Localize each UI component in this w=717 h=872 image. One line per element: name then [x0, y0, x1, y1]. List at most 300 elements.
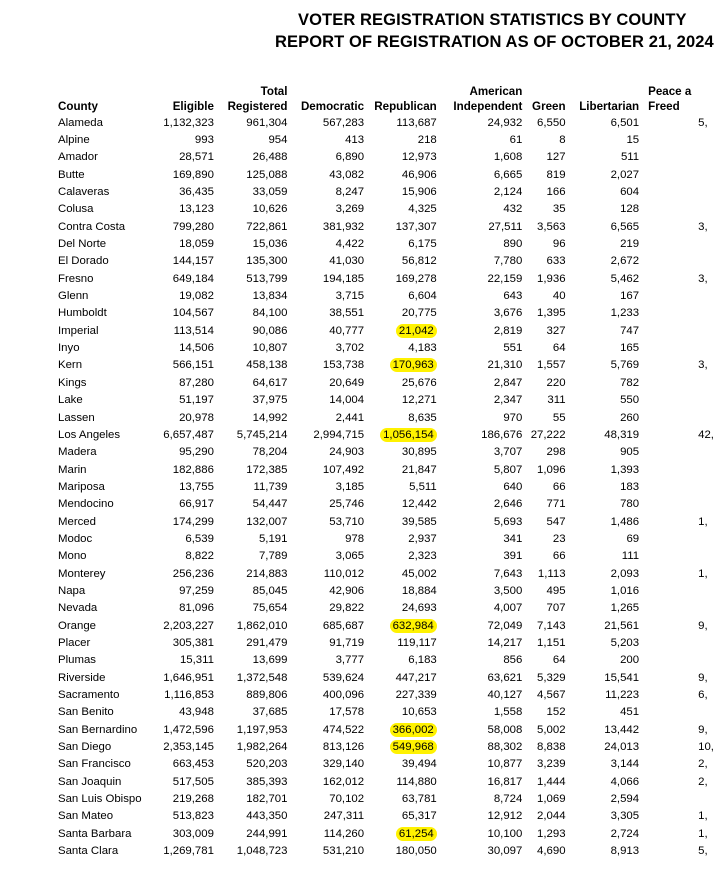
democratic-cell [290, 322, 367, 339]
county-name [53, 652, 153, 669]
eligible-cell [153, 357, 217, 374]
peace-freedom-cell [642, 513, 717, 530]
county-name [53, 305, 153, 322]
green-cell [525, 634, 568, 651]
green-cell [525, 218, 568, 235]
registered-cell [217, 617, 291, 634]
american-independent-cell-value: 24,932 [487, 116, 523, 129]
eligible-cell [153, 704, 217, 721]
democratic-cell-value: 978 [345, 532, 365, 545]
table-row [53, 634, 717, 651]
peace-freedom-cell [642, 548, 717, 565]
eligible-cell-value: 51,197 [179, 394, 214, 407]
peace-freedom-cell [642, 721, 717, 738]
american-independent-cell [440, 669, 526, 686]
table-row [53, 617, 717, 634]
registered-cell-value: 172,385 [246, 463, 288, 476]
eligible-cell-value: 43,948 [179, 706, 214, 719]
eligible-cell [153, 166, 217, 183]
green-cell [525, 201, 568, 218]
democratic-cell [290, 565, 367, 582]
registered-cell-value: 11,739 [253, 480, 288, 493]
american-independent-cell-value: 341 [503, 532, 523, 545]
green-cell-value: 55 [552, 411, 566, 424]
american-independent-cell [440, 218, 526, 235]
green-cell-value: 327 [546, 324, 566, 337]
green-cell [525, 825, 568, 842]
county-name [53, 339, 153, 356]
green-cell-value: 5,002 [537, 723, 566, 736]
table-row [53, 374, 717, 391]
green-cell-value: 3,563 [537, 220, 566, 233]
republican-cell-value: 24,693 [401, 602, 437, 615]
democratic-cell [290, 131, 367, 148]
republican-cell [367, 548, 440, 565]
county-name [53, 218, 153, 235]
peace-freedom-cell [642, 253, 717, 270]
county-name-value: San Luis Obispo [58, 793, 142, 806]
republican-cell-value: 18,884 [401, 584, 437, 597]
democratic-cell [290, 808, 367, 825]
american-independent-cell [440, 738, 526, 755]
table-row [53, 409, 717, 426]
libertarian-cell [569, 478, 643, 495]
registered-cell-value: 37,975 [252, 394, 288, 407]
american-independent-cell [440, 270, 526, 287]
county-name [53, 287, 153, 304]
green-cell-value: 23 [552, 532, 566, 545]
county-name [53, 114, 153, 131]
democratic-cell [290, 530, 367, 547]
green-cell-value: 547 [546, 515, 566, 528]
american-independent-cell-value: 2,124 [493, 186, 523, 199]
libertarian-cell-value: 451 [620, 706, 640, 719]
county-name [53, 530, 153, 547]
peace-freedom-cell [642, 339, 717, 356]
american-independent-cell-value: 640 [503, 480, 523, 493]
american-independent-cell [440, 530, 526, 547]
democratic-cell [290, 201, 367, 218]
green-cell [525, 478, 568, 495]
peace-freedom-cell [642, 392, 717, 409]
eligible-cell [153, 322, 217, 339]
table-row [53, 201, 717, 218]
table-row [53, 721, 717, 738]
republican-cell [367, 600, 440, 617]
libertarian-cell-value: 183 [620, 480, 640, 493]
county-name-value: Santa Clara [58, 845, 119, 858]
eligible-cell-value: 14,506 [179, 342, 214, 355]
table-row [53, 426, 717, 443]
democratic-cell [290, 548, 367, 565]
registered-cell-value: 385,393 [246, 775, 288, 788]
republican-cell [367, 721, 440, 738]
col-header-democratic [290, 84, 367, 114]
county-name [53, 738, 153, 755]
county-name-value: Mariposa [58, 480, 105, 493]
green-cell [525, 548, 568, 565]
peace-freedom-cell [642, 287, 717, 304]
eligible-cell [153, 738, 217, 755]
peace-freedom-cell [642, 773, 717, 790]
county-name [53, 600, 153, 617]
table-row [53, 183, 717, 200]
republican-cell-value: 10,653 [401, 706, 437, 719]
green-cell-value: 1,293 [537, 827, 566, 840]
peace-freedom-cell [642, 842, 717, 859]
republican-cell [367, 704, 440, 721]
eligible-cell [153, 548, 217, 565]
green-cell [525, 339, 568, 356]
table-row [53, 322, 717, 339]
county-name-value: Colusa [58, 203, 94, 216]
eligible-cell [153, 409, 217, 426]
republican-cell [367, 374, 440, 391]
eligible-cell-value: 113,514 [173, 324, 214, 337]
libertarian-cell-value: 550 [620, 394, 640, 407]
registered-cell-value: 1,048,723 [236, 845, 288, 858]
green-cell-value: 6,550 [537, 116, 566, 129]
republican-cell-value: 218 [417, 134, 437, 147]
eligible-cell-value: 517,505 [172, 775, 214, 788]
democratic-cell [290, 496, 367, 513]
green-cell-value: 66 [552, 480, 566, 493]
table-row [53, 461, 717, 478]
county-name-value: Alpine [58, 134, 90, 147]
american-independent-cell-value: 16,817 [487, 775, 523, 788]
libertarian-cell [569, 305, 643, 322]
registered-cell-value: 13,699 [252, 654, 288, 667]
american-independent-cell [440, 149, 526, 166]
county-name-value: San Joaquin [58, 775, 122, 788]
eligible-cell [153, 149, 217, 166]
col-header-american-independent [440, 84, 526, 114]
registered-cell [217, 478, 291, 495]
peace-freedom-cell [642, 617, 717, 634]
county-name [53, 565, 153, 582]
peace-freedom-cell-value: 1, [698, 810, 708, 823]
table-row [53, 513, 717, 530]
county-name-value: Sacramento [58, 689, 120, 702]
green-cell [525, 842, 568, 859]
republican-cell [367, 357, 440, 374]
democratic-cell-value: 381,932 [322, 220, 365, 233]
green-cell-value: 64 [552, 342, 566, 355]
democratic-cell [290, 183, 367, 200]
county-name [53, 235, 153, 252]
green-cell-value: 298 [546, 446, 566, 459]
eligible-cell-value: 993 [194, 134, 214, 147]
american-independent-cell [440, 652, 526, 669]
eligible-cell-value: 256,236 [172, 567, 214, 580]
democratic-cell-value: 685,687 [322, 619, 365, 632]
green-cell-value: 166 [546, 186, 566, 199]
democratic-cell-value: 17,578 [329, 706, 365, 719]
american-independent-cell [440, 374, 526, 391]
peace-freedom-cell [642, 565, 717, 582]
republican-cell [367, 773, 440, 790]
peace-freedom-cell [642, 235, 717, 252]
libertarian-cell-value: 6,501 [610, 116, 640, 129]
democratic-cell-value: 3,269 [335, 203, 365, 216]
green-cell-value: 4,690 [537, 845, 566, 858]
democratic-cell-value: 114,260 [323, 827, 365, 840]
libertarian-cell-value: 2,724 [610, 827, 640, 840]
table-row [53, 530, 717, 547]
table-row [53, 339, 717, 356]
county-name-value: El Dorado [58, 255, 109, 268]
libertarian-cell-value: 8,913 [610, 845, 640, 858]
registered-cell-value: 14,992 [252, 411, 288, 424]
libertarian-cell [569, 374, 643, 391]
american-independent-cell [440, 548, 526, 565]
eligible-cell-value: 663,453 [172, 758, 214, 771]
county-name-value: Del Norte [58, 238, 107, 251]
libertarian-cell-value: 11,223 [605, 689, 640, 702]
democratic-cell-value: 539,624 [322, 671, 365, 684]
county-name-value: Alameda [58, 116, 103, 129]
highlighted-value: 1,056,154 [380, 428, 437, 442]
registered-cell-value: 37,685 [252, 706, 288, 719]
registered-cell [217, 201, 291, 218]
libertarian-cell-value: 1,016 [610, 584, 640, 597]
peace-freedom-cell-value: 10, [698, 741, 714, 754]
eligible-cell-value: 303,009 [172, 827, 214, 840]
eligible-cell [153, 426, 217, 443]
democratic-cell [290, 756, 367, 773]
registered-cell-value: 1,197,953 [236, 723, 288, 736]
republican-cell-value: 20,775 [401, 307, 437, 320]
eligible-cell [153, 201, 217, 218]
democratic-cell-value: 162,012 [322, 775, 365, 788]
libertarian-cell [569, 565, 643, 582]
registered-cell [217, 287, 291, 304]
eligible-cell [153, 790, 217, 807]
highlighted-value: 549,968 [390, 740, 437, 754]
republican-cell-value: 5,511 [409, 480, 437, 493]
eligible-cell [153, 444, 217, 461]
county-name [53, 790, 153, 807]
american-independent-cell [440, 496, 526, 513]
american-independent-cell-value: 8,724 [493, 793, 523, 806]
table-row [53, 270, 717, 287]
peace-freedom-cell-value: 9, [698, 619, 708, 632]
libertarian-cell [569, 166, 643, 183]
county-name [53, 374, 153, 391]
green-cell-value: 633 [546, 255, 566, 268]
libertarian-cell [569, 131, 643, 148]
green-cell [525, 357, 568, 374]
peace-freedom-cell-value: 6, [698, 689, 708, 702]
col-header-total-registered [217, 84, 291, 114]
highlighted-value: 170,963 [390, 358, 437, 372]
libertarian-cell-value: 511 [620, 151, 640, 164]
green-cell [525, 305, 568, 322]
green-cell-value: 4,567 [537, 689, 566, 702]
libertarian-cell-value: 13,442 [604, 723, 640, 736]
eligible-cell-value: 81,096 [179, 602, 214, 615]
democratic-cell [290, 444, 367, 461]
democratic-cell [290, 426, 367, 443]
democratic-cell-value: 91,719 [329, 636, 365, 649]
county-name [53, 721, 153, 738]
col-header-line2: County [58, 100, 98, 113]
republican-cell [367, 149, 440, 166]
democratic-cell [290, 478, 367, 495]
county-name-value: San Benito [58, 706, 114, 719]
peace-freedom-cell-value: 1, [698, 827, 708, 840]
democratic-cell-value: 153,738 [322, 359, 365, 372]
libertarian-cell-value: 782 [620, 376, 640, 389]
table-row [53, 166, 717, 183]
republican-cell [367, 287, 440, 304]
democratic-cell [290, 669, 367, 686]
registered-cell [217, 149, 291, 166]
libertarian-cell [569, 738, 643, 755]
county-name [53, 686, 153, 703]
libertarian-cell [569, 357, 643, 374]
green-cell [525, 790, 568, 807]
republican-cell-value: 180,050 [395, 845, 437, 858]
eligible-cell [153, 183, 217, 200]
county-name-value: Napa [58, 584, 86, 597]
republican-cell [367, 582, 440, 599]
registered-cell [217, 652, 291, 669]
democratic-cell-value: 20,649 [329, 376, 365, 389]
american-independent-cell [440, 634, 526, 651]
eligible-cell-value: 1,116,853 [164, 689, 214, 702]
libertarian-cell [569, 253, 643, 270]
eligible-cell-value: 104,567 [172, 307, 214, 320]
table-row [53, 218, 717, 235]
republican-cell-value: 2,323 [408, 550, 437, 563]
registered-cell-value: 64,617 [252, 376, 288, 389]
county-name [53, 756, 153, 773]
american-independent-cell-value: 3,707 [493, 446, 523, 459]
american-independent-cell [440, 287, 526, 304]
table-row [53, 253, 717, 270]
libertarian-cell-value: 167 [620, 290, 640, 303]
democratic-cell [290, 825, 367, 842]
american-independent-cell [440, 478, 526, 495]
county-name-value: Lake [58, 394, 83, 407]
libertarian-cell-value: 260 [620, 411, 640, 424]
county-name [53, 253, 153, 270]
republican-cell [367, 738, 440, 755]
peace-freedom-cell [642, 808, 717, 825]
democratic-cell [290, 513, 367, 530]
american-independent-cell-value: 643 [503, 290, 523, 303]
green-cell [525, 253, 568, 270]
libertarian-cell-value: 111 [621, 550, 640, 563]
green-cell-value: 8 [559, 134, 566, 147]
county-name-value: Imperial [58, 324, 99, 337]
peace-freedom-cell [642, 652, 717, 669]
american-independent-cell [440, 357, 526, 374]
libertarian-cell-value: 5,203 [610, 636, 640, 649]
democratic-cell [290, 461, 367, 478]
libertarian-cell-value: 3,305 [610, 810, 640, 823]
libertarian-cell [569, 392, 643, 409]
county-name [53, 357, 153, 374]
american-independent-cell-value: 2,646 [493, 498, 523, 511]
registered-cell-value: 26,488 [252, 151, 288, 164]
green-cell-value: 127 [546, 151, 566, 164]
democratic-cell-value: 53,710 [329, 515, 365, 528]
libertarian-cell-value: 15,541 [604, 671, 640, 684]
green-cell-value: 1,151 [537, 636, 566, 649]
peace-freedom-cell [642, 461, 717, 478]
american-independent-cell [440, 773, 526, 790]
republican-cell-value: 39,494 [401, 758, 437, 771]
county-name [53, 461, 153, 478]
registered-cell-value: 10,626 [252, 203, 288, 216]
county-name-value: Contra Costa [58, 220, 126, 233]
green-cell [525, 704, 568, 721]
american-independent-cell-value: 21,310 [487, 359, 523, 372]
registered-cell [217, 322, 291, 339]
american-independent-cell-value: 14,217 [487, 636, 523, 649]
democratic-cell-value: 3,777 [335, 654, 365, 667]
green-cell-value: 311 [547, 394, 566, 407]
republican-cell-value: 30,895 [401, 446, 437, 459]
green-cell-value: 64 [552, 654, 566, 667]
county-name-value: Marin [58, 463, 87, 476]
green-cell [525, 149, 568, 166]
republican-cell-value: 15,906 [401, 186, 437, 199]
green-cell-value: 1,069 [537, 793, 566, 806]
registered-cell-value: 182,701 [246, 793, 288, 806]
democratic-cell [290, 218, 367, 235]
county-name-value: Modoc [58, 532, 93, 545]
eligible-cell-value: 799,280 [172, 220, 214, 233]
registered-cell-value: 961,304 [246, 116, 288, 129]
county-name-value: Mono [58, 550, 87, 563]
republican-cell-value: 447,217 [395, 671, 437, 684]
registered-cell-value: 443,350 [246, 810, 288, 823]
democratic-cell [290, 305, 367, 322]
republican-cell [367, 652, 440, 669]
american-independent-cell-value: 1,558 [493, 706, 523, 719]
democratic-cell [290, 738, 367, 755]
democratic-cell-value: 567,283 [322, 116, 365, 129]
eligible-cell-value: 649,184 [172, 272, 214, 285]
report-subtitle: REPORT OF REGISTRATION AS OF OCTOBER 21, 2024 [275, 33, 714, 51]
col-header-line2: Democratic [300, 100, 365, 113]
american-independent-cell [440, 686, 526, 703]
green-cell [525, 322, 568, 339]
republican-cell [367, 131, 440, 148]
libertarian-cell [569, 513, 643, 530]
libertarian-cell [569, 339, 643, 356]
republican-cell-value: 46,906 [401, 168, 437, 181]
american-independent-cell-value: 5,807 [493, 463, 523, 476]
american-independent-cell-value: 10,877 [487, 758, 523, 771]
eligible-cell [153, 842, 217, 859]
democratic-cell [290, 842, 367, 859]
democratic-cell [290, 339, 367, 356]
libertarian-cell-value: 604 [620, 186, 640, 199]
col-header-line2: Freed [648, 100, 680, 113]
peace-freedom-cell-value: 9, [698, 671, 708, 684]
table-row [53, 131, 717, 148]
table-row [53, 357, 717, 374]
county-name-value: Los Angeles [58, 428, 121, 441]
republican-cell-value: 21,847 [401, 463, 437, 476]
republican-cell-value: 39,585 [401, 515, 437, 528]
eligible-cell-value: 97,259 [179, 584, 214, 597]
democratic-cell [290, 617, 367, 634]
